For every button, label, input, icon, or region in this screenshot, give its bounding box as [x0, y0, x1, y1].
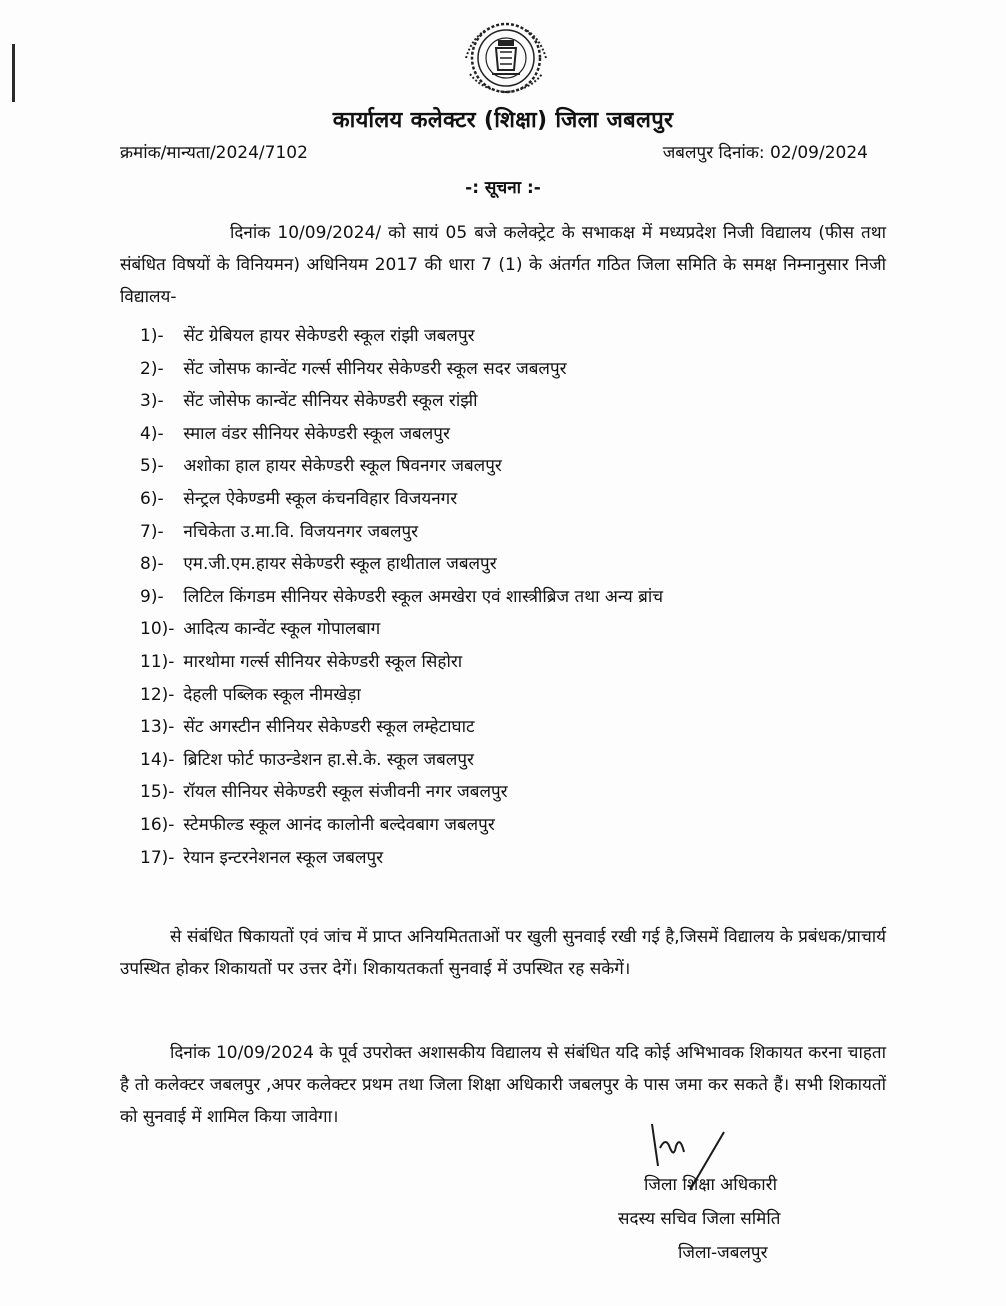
intro-paragraph: दिनांक 10/09/2024/ को सायं 05 बजे कलेक्ट्रेट के सभाकक्ष में मध्यप्रदेश निजी विद्यालय (फीस तथा संबंधित विषयों के विनियमन) अधिनियम 2017 की धारा 7 (1) के अंतर्गत गठित जिला समिति के समक्ष निम्नानुसार निजी विद्यालय- [120, 223, 886, 307]
list-item [140, 548, 900, 581]
list-item [140, 483, 900, 516]
list-item-number: 3)- [140, 391, 164, 412]
signatory-role: सदस्य सचिव जिला समिति [618, 1209, 781, 1229]
complaint-paragraph: दिनांक 10/09/2024 के पूर्व उपरोक्त अशासकीय विद्यालय से संबंधित यदि कोई अभिभावक शिकायत करना चाहता है तो कलेक्टर जबलपुर ,अपर कलेक्टर प्रथम तथा जिला शिक्षा अधिकारी जबलपुर के पास जमा कर सकते हैं। सभी शिकायतों को सुनवाई में शामिल किया जावेगा। [120, 1043, 886, 1127]
list-item [140, 842, 900, 875]
list-item [140, 711, 900, 744]
list-item-school: रेयान इन्टरनेशनल स्कूल जबलपुर [183, 847, 384, 868]
notice-heading: -: सूचना :- [465, 178, 541, 198]
list-item [140, 320, 900, 353]
list-item-school: रॉयल सीनियर सेकेण्डरी स्कूल संजीवनी नगर जबलपुर [183, 782, 508, 803]
list-item [140, 516, 900, 549]
list-item-number: 15)- [140, 782, 175, 803]
signatory-location: जिला-जबलपुर [678, 1243, 768, 1263]
hearing-paragraph: से संबंधित षिकायतों एवं जांच में प्राप्त अनियमितताओं पर खुली सुनवाई रखी गई है,जिसमें विद्यालय के प्रबंधक/प्राचार्य उपस्थित होकर शिकायतों पर उत्तर देगें। शिकायतकर्ता सुनवाई में उपस्थित रह सकेगें। [120, 927, 886, 979]
margin-mark [12, 44, 15, 102]
list-item-number: 6)- [140, 488, 164, 509]
list-item-school: लिटिल किंगडम सीनियर सेकेण्डरी स्कूल अमखेरा एवं शास्त्रीब्रिज तथा अन्य ब्रांच [183, 586, 664, 607]
list-item [140, 613, 900, 646]
list-item [140, 581, 900, 614]
list-item-school: स्टेमफील्ड स्कूल आनंद कालोनी बल्देवबाग जबलपुर [183, 814, 495, 835]
list-item [140, 418, 900, 451]
list-item [140, 385, 900, 418]
list-item-number: 17)- [140, 847, 175, 868]
list-item-number: 12)- [140, 684, 175, 705]
office-title: कार्यालय कलेक्टर (शिक्षा) जिला जबलपुर [332, 108, 674, 133]
list-item-number: 4)- [140, 423, 164, 444]
list-item-number: 2)- [140, 358, 164, 379]
list-item-number: 14)- [140, 749, 175, 770]
list-item-school: सेन्ट्रल ऐकेण्डमी स्कूल कंचनविहार विजयनगर [183, 488, 458, 509]
list-item-number: 5)- [140, 456, 164, 477]
list-item-number: 7)- [140, 521, 164, 542]
list-item-number: 16)- [140, 814, 175, 835]
list-item-school: नचिकेता उ.मा.वि. विजयनगर जबलपुर [183, 521, 419, 542]
list-item [140, 776, 900, 809]
list-item-school: सेंट जोसफ कान्वेंट गर्ल्स सीनियर सेकेण्डरी स्कूल सदर जबलपुर [183, 358, 567, 379]
list-item-number: 13)- [140, 717, 175, 738]
issue-date: जबलपुर दिनांक: 02/09/2024 [662, 143, 868, 163]
signatory-designation: जिला शिक्षा अधिकारी [644, 1175, 777, 1195]
school-list [140, 320, 900, 874]
list-item [140, 450, 900, 483]
reference-number: क्रमांक/मान्यता/2024/7102 [120, 143, 308, 163]
list-item-school: सेंट अगस्टीन सीनियर सेकेण्डरी स्कूल लम्हेटाघाट [183, 717, 475, 738]
list-item-number: 11)- [140, 651, 175, 672]
state-emblem-icon [452, 18, 560, 96]
list-item-number: 10)- [140, 619, 175, 640]
list-item-school: सेंट ग्रेबियल हायर सेकेण्डरी स्कूल रांझी जबलपुर [183, 326, 475, 346]
list-item-number: 1)- [140, 326, 164, 346]
list-item-school: मारथोमा गर्ल्स सीनियर सेकेण्डरी स्कूल सिहोरा [183, 651, 463, 672]
signatory-block [600, 1168, 880, 1270]
list-item [140, 744, 900, 777]
list-item [140, 353, 900, 386]
list-item-school: सेंट जोसेफ कान्वेंट सीनियर सेकेण्डरी स्कूल रांझी [183, 391, 478, 412]
list-item [140, 646, 900, 679]
list-item-number: 8)- [140, 554, 164, 575]
list-item-school: एम.जी.एम.हायर सेकेण्डरी स्कूल हाथीताल जबलपुर [183, 554, 497, 575]
list-item [140, 809, 900, 842]
list-item-school: स्माल वंडर सीनियर सेकेण्डरी स्कूल जबलपुर [183, 423, 450, 444]
list-item-school: देहली पब्लिक स्कूल नीमखेड़ा [183, 684, 361, 705]
list-item-school: अशोका हाल हायर सेकेण्डरी स्कूल षिवनगर जबलपुर [183, 456, 502, 477]
list-item-number: 9)- [140, 586, 164, 607]
list-item-school: ब्रिटिश फोर्ट फाउन्डेशन हा.से.के. स्कूल जबलपुर [183, 749, 474, 770]
list-item [140, 679, 900, 712]
list-item-school: आदित्य कान्वेंट स्कूल गोपालबाग [183, 619, 381, 640]
